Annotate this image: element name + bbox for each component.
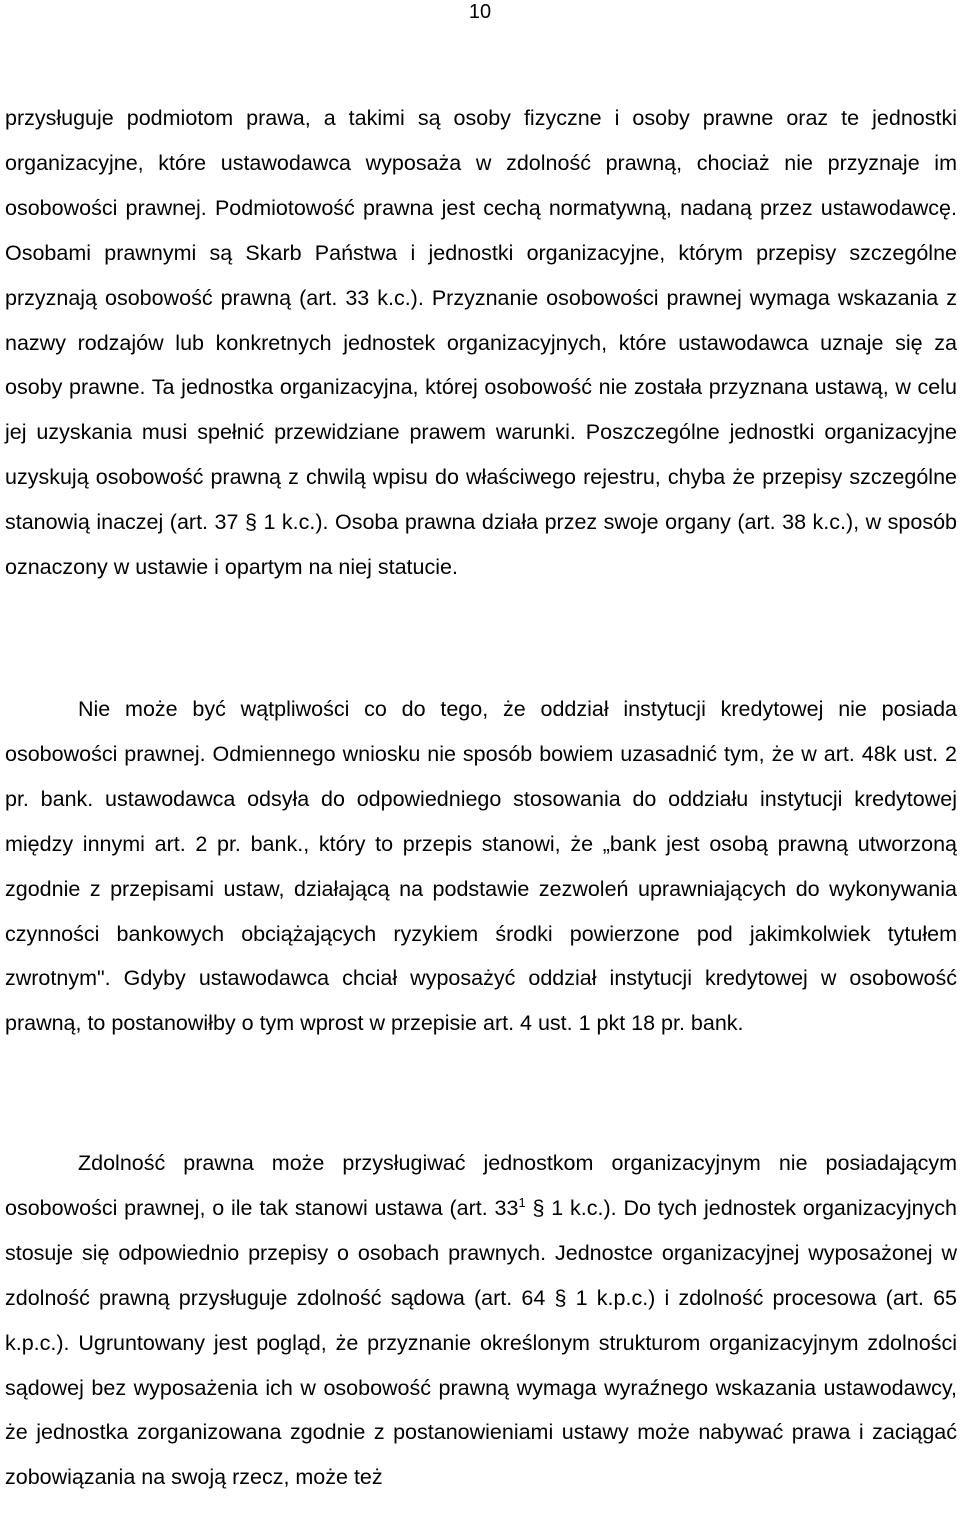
paragraph-credit-institution-branch: Nie może być wątpliwości co do tego, że oddział instytucji kredytowej nie posiada osobowości prawnej. Odmiennego wniosku nie sposób bowiem uzasadnić tym, że w art. 48k ust. 2 pr. bank. ustawodawca odsyła do odpowiedniego stosowania do oddziału instytucji kredytowej między innymi art. 2 pr. bank., który to przepis stanowi, że „bank jest osobą prawną utworzoną zgodnie z przepisami ustaw, działającą na podstawie zezwoleń uprawniających do wykonywania czynności bankowych obciążających ryzykiem środki powierzone pod jakimkolwiek tytułem zwrotnym". Gdyby ustawodawca chciał wyposażyć oddział instytucji kredytowej w osobowość prawną, to postanowiłby o tym wprost w przepisie art. 4 ust. 1 pkt 18 pr. bank.	[5, 697, 957, 1036]
paragraph-text: przysługuje podmiotom prawa, a takimi są osoby fizyczne i osoby prawne oraz te jednostki organizacyjne, które ustawodawca wyposaża w zdolność prawną, chociaż nie przyznaje im osobowości prawnej. Podmiotowość prawna jest cechą normatywną, nadaną przez ustawodawcę. Osobami prawnymi są Skarb Państwa i jednostki organizacyjne, którym przepisy szczególne przyznają osobowość prawną (art. 33 k.c.). Przyznanie osobowości prawnej wymaga wskazania z nazwy rodzajów lub konkretnych jednostek organizacyjnych, które ustawodawca uznaje się za osoby prawne. Ta jednostka organizacyjna, której osobowość nie została przyznana ustawą, w celu jej uzyskania musi spełnić przewidziane prawem warunki. Poszczególne jednostki organizacyjne uzyskują osobowość prawną z chwilą wpisu do właściwego rejestru, chyba że przepisy szczególne stanowią inaczej (art. 37	[5, 106, 957, 535]
section-sign: §	[244, 510, 257, 535]
paragraph-text	[526, 1196, 533, 1220]
paragraph-legal-persons	[5, 96, 957, 590]
page-number: 10	[468, 1, 492, 23]
section-sign: §	[532, 1195, 545, 1220]
superscript-article-index: 1	[518, 1194, 526, 1210]
paragraph-text: Zdolność prawna może przysługiwać jednostkom organizacyjnym nie posiadającym osobowości prawnej, o ile tak stanowi ustawa (art. 33	[5, 1151, 957, 1220]
paragraph-text: 1 k.p.c.) i zdolność procesowa (art. 65 k.p.c.). Ugruntowany jest pogląd, że przyznanie określonym strukturom organizacyjnym zdolności sądowej bez wyposażenia ich w osobowość prawną wymaga wyraźnego wskazania ustawodawcy, że jednostka zorganizowana zgodnie z postanowieniami ustawy może nabywać prawa i zaciągać zobowiązania na swoją rzecz, może też	[5, 1285, 957, 1490]
section-sign: §	[554, 1285, 567, 1310]
paragraph-legal-capacity	[5, 1141, 957, 1500]
paragraph-text: 1 k.c.). Do tych jednostek organizacyjnych stosuje się odpowiednio przepisy o osobach prawnych. Jednostce organizacyjnej wyposażonej w zdolność prawną przysługuje zdolność sądowa (art. 64	[5, 1195, 958, 1310]
paragraph-text: 1 k.c.). Osoba prawna działa przez swoje organy (art. 38 k.c.), w sposób oznaczony w ustawie i opartym na niej statucie.	[5, 510, 957, 580]
